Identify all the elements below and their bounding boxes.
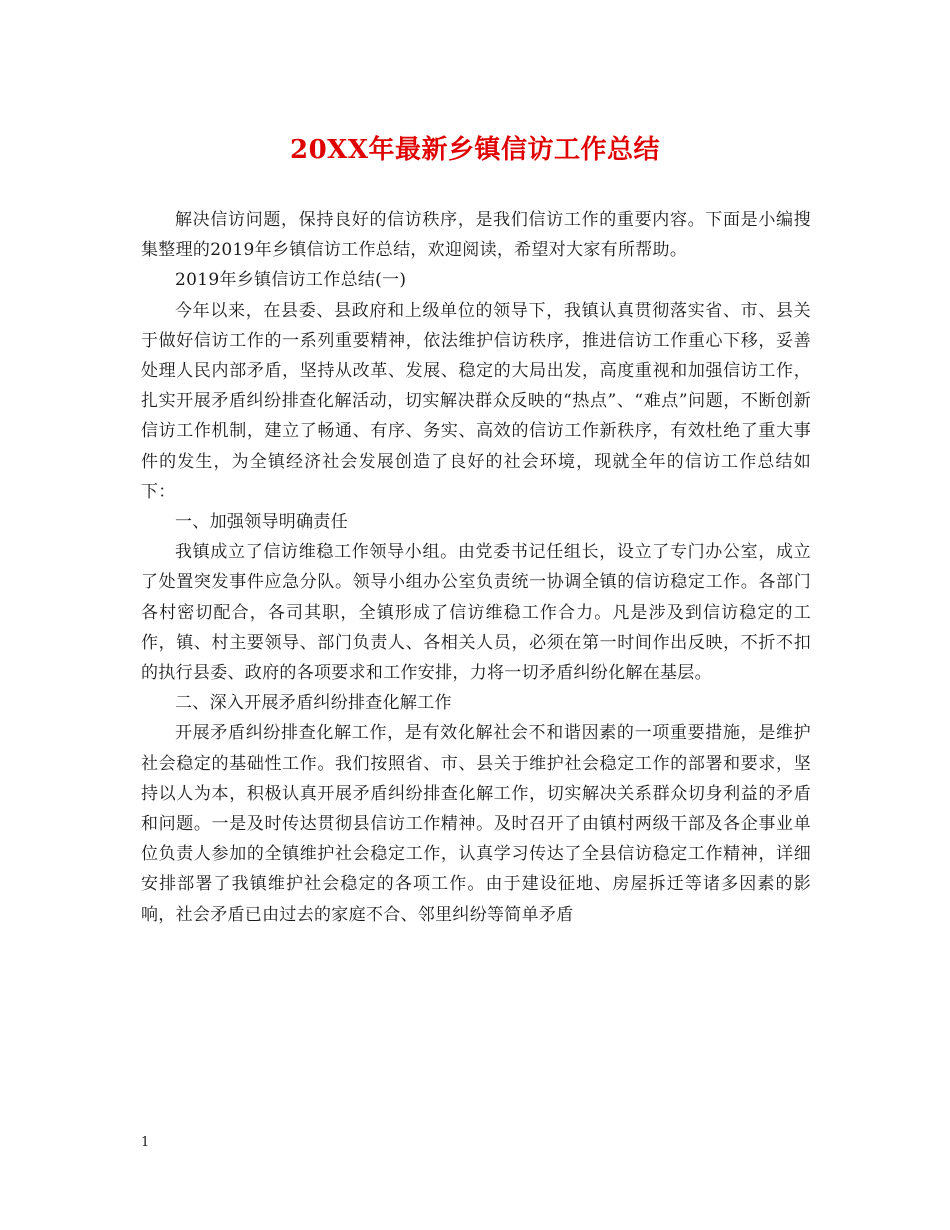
- paragraph-overview: 今年以来，在县委、县政府和上级单位的领导下，我镇认真贯彻落实省、市、县关于做好信访工作的一系列重要精神，依法维护信访秩序，推进信访工作重心下移，妥善处理人民内部矛盾，坚持从改革、发展、稳定的大局出发，高度重视和加强信访工作，扎实开展矛盾纠纷排查化解活动，切实解决群众反映的“热点”、“难点”问题，不断创新信访工作机制，建立了畅通、有序、务实、高效的信访工作新秩序，有效杜绝了重大事件的发生，为全镇经济社会发展创造了良好的社会环境，现就全年的信访工作总结如下：: [141, 300, 811, 502]
- section-heading-1: 一、加强领导明确责任: [175, 512, 348, 533]
- page-number: 1: [141, 1135, 150, 1150]
- paragraph-intro: 解决信访问题，保持良好的信访秩序，是我们信访工作的重要内容。下面是小编搜集整理的2019年乡镇信访工作总结，欢迎阅读，希望对大家有所帮助。: [141, 210, 811, 261]
- document-title: 20XX年最新乡镇信访工作总结: [289, 135, 661, 165]
- paragraph-section-1: 我镇成立了信访维稳工作领导小组。由党委书记任组长，设立了专门办公室，成立了处置突发事件应急分队。领导小组办公室负责统一协调全镇的信访稳定工作。各部门各村密切配合，各司其职，全镇形成了信访维稳工作合力。凡是涉及到信访稳定的工作，镇、村主要领导、部门负责人、各相关人员，必须在第一时间作出反映，不折不扣的执行县委、政府的各项要求和工作安排，力将一切矛盾纠纷化解在基层。: [141, 542, 811, 684]
- document-body: [141, 205, 811, 930]
- section-heading-2: 二、深入开展矛盾纠纷排查化解工作: [175, 693, 452, 714]
- paragraph-subtitle: 2019年乡镇信访工作总结(一): [175, 270, 407, 291]
- paragraph-section-2: 开展矛盾纠纷排查化解工作，是有效化解社会不和谐因素的一项重要措施，是维护社会稳定的基础性工作。我们按照省、市、县关于维护社会稳定工作的部署和要求，坚持以人为本，积极认真开展矛盾纠纷排查化解工作，切实解决关系群众切身利益的矛盾和问题。一是及时传达贯彻县信访工作精神。及时召开了由镇村两级干部及各企事业单位负责人参加的全镇维护社会稳定工作，认真学习传达了全县信访稳定工作精神，详细安排部署了我镇维护社会稳定的各项工作。由于建设征地、房屋拆迁等诸多因素的影响，社会矛盾已由过去的家庭不合、邻里纠纷等简单矛盾: [141, 723, 811, 925]
